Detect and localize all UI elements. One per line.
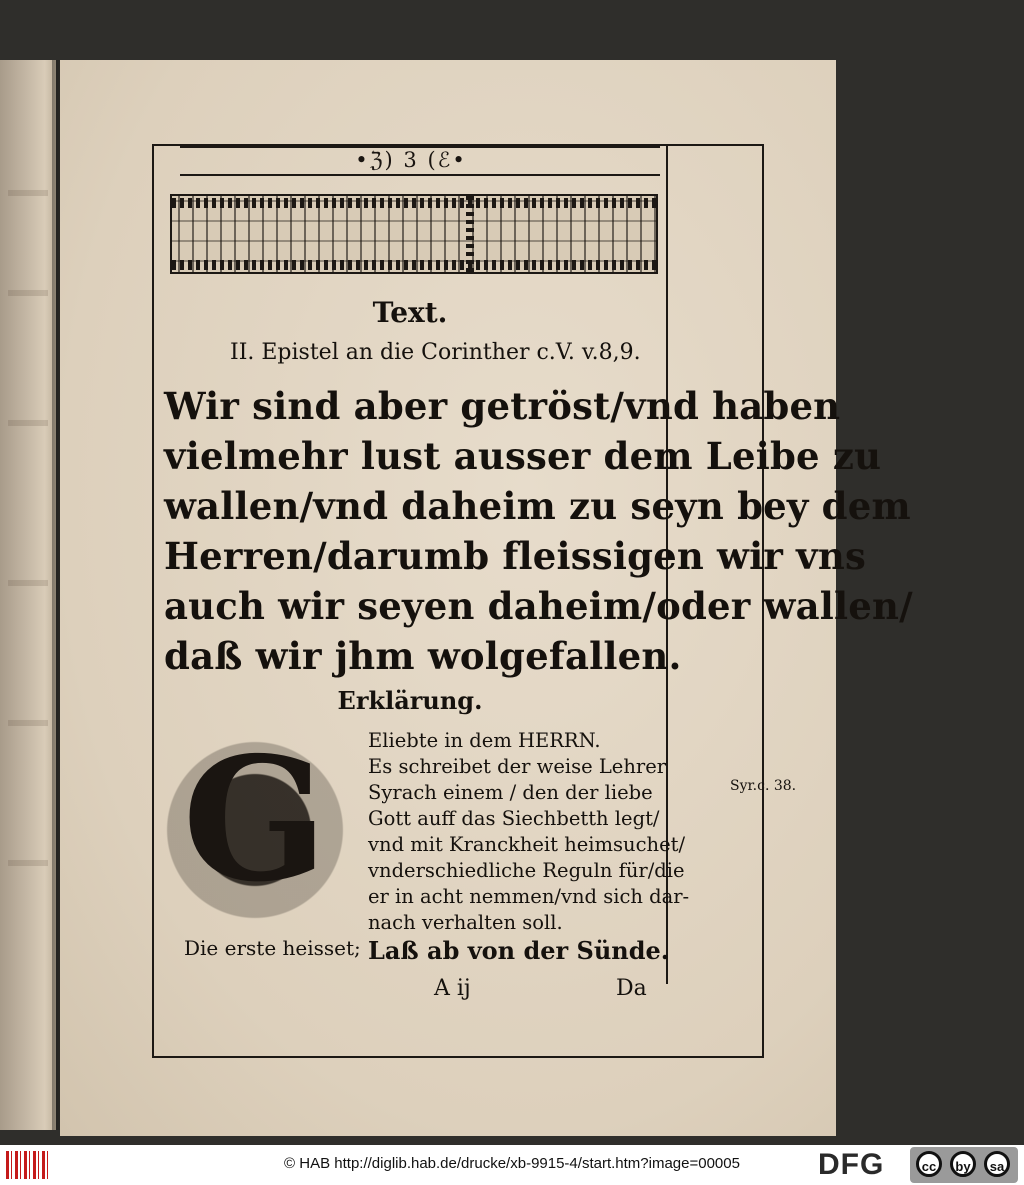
- last-line-left: Die erste heisset;: [184, 936, 361, 960]
- margin-note: Syr.c. 38.: [730, 778, 797, 794]
- ornament-divider: [466, 196, 474, 272]
- body-line: nach verhalten soll.: [368, 911, 563, 934]
- ornament-band: [170, 194, 658, 274]
- copyright-link[interactable]: © HAB http://diglib.hab.de/drucke/xb-9915-4/start.htm?image=00005: [284, 1155, 740, 1172]
- ornament-border-top: [172, 198, 656, 208]
- footer-bar: [0, 1145, 1024, 1185]
- book-page: [60, 60, 913, 1136]
- cc-sa-icon: sa: [984, 1151, 1010, 1177]
- body-line: er in acht nemmen/vnd sich dar-: [368, 885, 690, 908]
- signature-mark: A ij: [434, 976, 471, 1001]
- verse-line: daß wir jhm wolgefallen.: [164, 634, 682, 678]
- verse-line: Herren/darumb fleissigen wir vns: [164, 534, 866, 578]
- page-subtitle: II. Epistel an die Corinther c.V. v.8,9.: [230, 340, 641, 365]
- page-title: Text.: [372, 296, 448, 329]
- last-line-right: Laß ab von der Sünde.: [368, 936, 670, 965]
- cc-license-badge[interactable]: [910, 1147, 1018, 1183]
- dfg-logo: DFG: [818, 1148, 885, 1181]
- section-heading: Erklärung.: [337, 686, 483, 715]
- body-line: Syrach einem / den der liebe: [368, 781, 653, 804]
- verse-line: Wir sind aber getröst/vnd haben: [164, 384, 841, 428]
- decorated-initial: G: [160, 720, 350, 920]
- body-line: vnd mit Kranckheit heimsuchet/: [368, 833, 686, 856]
- cc-icon: cc: [916, 1151, 942, 1177]
- ornament-border-bottom: [172, 260, 656, 270]
- previous-page-edge: [0, 60, 56, 1130]
- body-line: vnderschiedliche Reguln für/die: [368, 859, 685, 882]
- body-line: Eliebte in dem HERRN.: [368, 729, 601, 752]
- page-header: •ℨ) 3 (ℰ•: [355, 148, 467, 172]
- catchword: Da: [616, 976, 647, 1001]
- verse-line: vielmehr lust ausser dem Leibe zu: [164, 434, 882, 478]
- verse-line: auch wir seyen daheim/oder wallen/: [164, 584, 913, 628]
- body-line: Es schreibet der weise Lehrer: [368, 755, 667, 778]
- cc-by-icon: by: [950, 1151, 976, 1177]
- verse-line: wallen/vnd daheim zu seyn bey dem: [164, 484, 911, 528]
- body-line: Gott auff das Siechbetth legt/: [368, 807, 660, 830]
